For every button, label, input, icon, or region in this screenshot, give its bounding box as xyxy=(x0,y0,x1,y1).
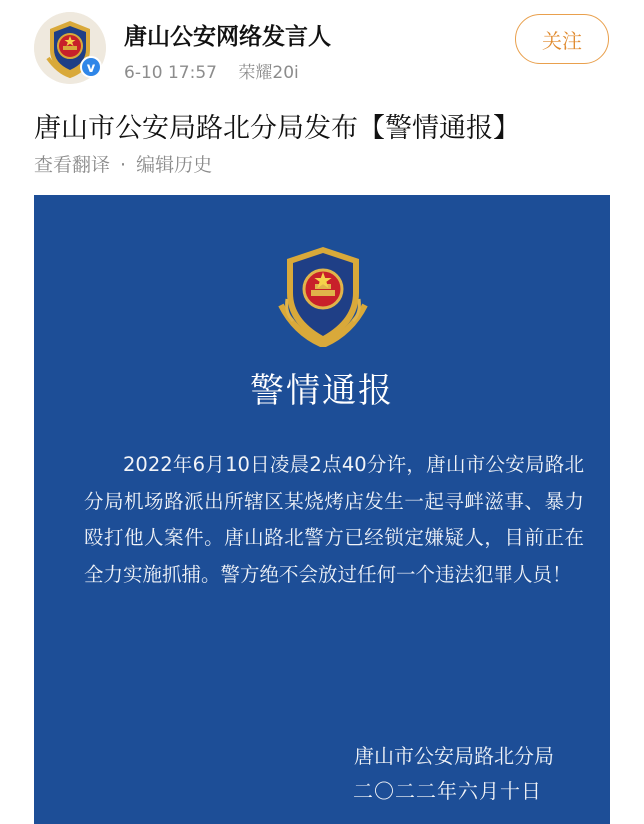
follow-button[interactable]: 关注 xyxy=(515,14,609,64)
post-actions xyxy=(34,150,212,177)
post-meta xyxy=(124,58,315,83)
post-header xyxy=(0,0,644,92)
translate-link[interactable]: 查看翻译 xyxy=(34,154,111,176)
police-emblem-icon xyxy=(273,243,373,347)
post-title: 唐山市公安局路北分局发布【警情通报】 xyxy=(34,113,520,144)
author-name[interactable]: 唐山公安网络发言人 xyxy=(124,24,331,50)
post-device: 荣耀20i xyxy=(238,63,299,83)
notice-body: 2022年6月10日凌晨2点40分许，唐山市公安局路北分局机场路派出所辖区某烧烤店发生一起寻衅滋事、暴力殴打他人案件。唐山路北警方已经锁定嫌疑人，目前正在全力实施抓捕。警方绝不会放过任何一个违法犯罪人员！ xyxy=(84,453,584,586)
separator: · xyxy=(120,154,127,176)
notice-signature-date: 二〇二二年六月十日 xyxy=(353,779,542,803)
notice-image[interactable] xyxy=(34,195,610,824)
edit-history-link[interactable]: 编辑历史 xyxy=(136,154,213,176)
verified-badge-icon xyxy=(80,56,102,78)
notice-signature-org: 唐山市公安局路北分局 xyxy=(354,744,554,768)
notice-heading: 警情通报 xyxy=(250,371,394,411)
post-timestamp: 6-10 17:57 xyxy=(124,63,217,83)
svg-text:v: v xyxy=(86,61,96,76)
